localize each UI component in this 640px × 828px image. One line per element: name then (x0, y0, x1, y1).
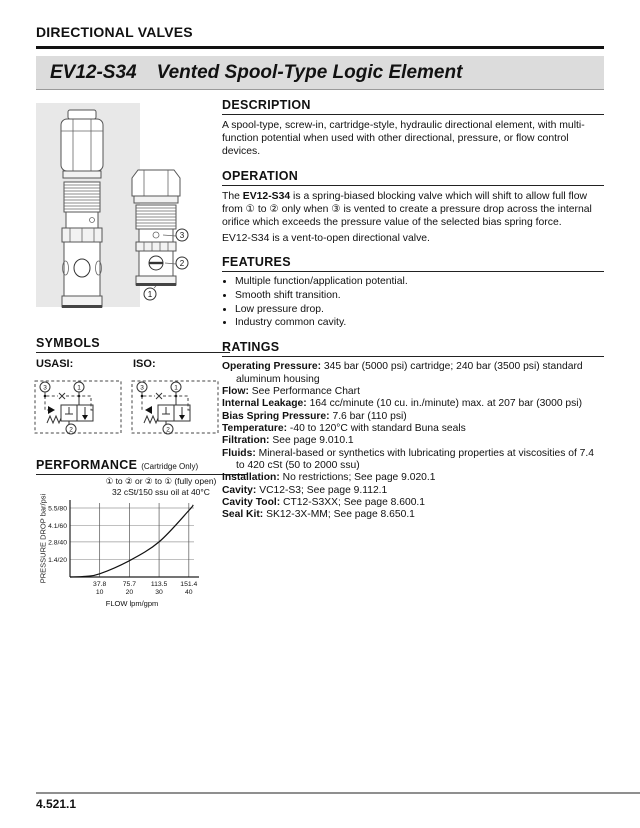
svg-text:30: 30 (155, 589, 163, 596)
rating-row: Installation: No restrictions; See page 9.020.1 (222, 472, 436, 484)
footer-rule (36, 792, 640, 794)
main-content-column (222, 98, 604, 522)
features-list (222, 276, 604, 330)
svg-text:3: 3 (140, 384, 144, 392)
svg-text:1: 1 (77, 384, 81, 392)
operation-paragraph-2: EV12-S34 is a vent-to-open directional valve. (222, 233, 430, 245)
valve-photo-illustration (36, 100, 212, 332)
rating-row: Seal Kit: SK12-3X-MM; See page 8.650.1 (222, 509, 415, 521)
svg-text:20: 20 (125, 589, 134, 596)
rating-row: Cavity: VC12-S3; See page 9.112.1 (222, 484, 388, 496)
performance-heading-note: (Cartridge Only) (141, 462, 199, 471)
rating-row: Bias Spring Pressure: 7.6 bar (110 psi) (222, 410, 407, 422)
svg-text:1: 1 (174, 384, 178, 392)
ratings-list (222, 361, 604, 521)
rating-row: Operating Pressure: 345 bar (5000 psi) cartridge; 240 bar (3500 psi) standard aluminum housing (222, 361, 583, 385)
usasi-label: USASI: (36, 358, 74, 370)
spring-icon (144, 416, 158, 423)
pilot-arrow-icon (48, 406, 55, 414)
performance-heading-text: PERFORMANCE (36, 458, 138, 472)
cartridge-valve-right (132, 170, 180, 286)
product-name: Vented Spool-Type Logic Element (156, 61, 463, 83)
title-banner (36, 56, 604, 90)
svg-text:75.7: 75.7 (122, 581, 137, 588)
model-number: EV12-S34 (50, 61, 137, 83)
svg-text:1.4/20: 1.4/20 (48, 556, 67, 564)
port-2-marker: 2 (179, 259, 185, 268)
svg-text:2: 2 (69, 426, 73, 434)
svg-text:3: 3 (43, 384, 47, 392)
rating-row: Internal Leakage: 164 cc/minute (10 cu. in./minute) max. at 207 bar (3000 psi) (222, 398, 583, 410)
svg-text:2.8/40: 2.8/40 (48, 539, 67, 547)
chart-subtitle: 32 cSt/150 ssu oil at 40°C (112, 486, 210, 497)
svg-text:40: 40 (185, 589, 193, 596)
symbols-heading: SYMBOLS (36, 336, 230, 353)
svg-text:151.4: 151.4 (180, 581, 198, 588)
rating-row: Temperature: -40 to 120°C with standard Buna seals (222, 422, 466, 434)
port-3-marker: 3 (179, 231, 185, 240)
svg-text:37.8: 37.8 (93, 581, 107, 588)
pilot-arrow-icon (145, 406, 152, 414)
feature-item: • Low pressure drop. (235, 304, 604, 317)
rating-row: Flow: See Performance Chart (222, 385, 360, 397)
rating-row: Fluids: Mineral-based or synthetics with lubricating properties at viscosities of 7.4 to 420 cSt (50 to 2000 ssu) (222, 447, 594, 471)
cartridge-valve-left (61, 110, 103, 308)
page-category-heading: DIRECTIONAL VALVES (36, 24, 193, 40)
features-heading: FEATURES (222, 255, 604, 272)
description-body: A spool-type, screw-in, cartridge-style, hydraulic directional element, with multi-function potential when used with other directional, pressure, or flow control devices. (222, 120, 585, 158)
rating-row: Filtration: See page 9.010.1 (222, 435, 354, 447)
svg-text:FLOW lpm/gpm: FLOW lpm/gpm (105, 599, 159, 608)
iso-schematic-symbol (130, 372, 222, 436)
svg-text:10: 10 (95, 589, 104, 596)
ratings-heading: RATINGS (222, 340, 604, 357)
rating-row: Cavity Tool: CT12-S3XX; See page 8.600.1 (222, 496, 426, 508)
iso-label: ISO: (133, 358, 156, 370)
svg-text:2: 2 (166, 426, 170, 434)
chart-y-axis-label: PRESSURE DROP bar/psi (38, 493, 48, 584)
operation-text: is a spring-biased blocking valve which will shift to allow full flow from ① to ② only when ③ is vented to create a pressure drop across the internal orifice which exceeds the pressure value of the selected bias spring force. (222, 190, 592, 229)
svg-text:4.1/60: 4.1/60 (48, 522, 67, 530)
header-rule (36, 46, 604, 49)
svg-text:113.5: 113.5 (150, 581, 168, 588)
operation-paragraph-1 (222, 190, 604, 230)
feature-item: • Industry common cavity. (235, 317, 604, 330)
operation-text: The (222, 190, 243, 202)
spring-icon (47, 416, 61, 423)
page-number: 4.521.1 (36, 797, 77, 811)
feature-item: • Multiple function/application potential. (235, 276, 604, 289)
description-heading: DESCRIPTION (222, 98, 604, 115)
operation-model-ref: EV12-S34 (242, 190, 291, 202)
svg-text:5.5/80: 5.5/80 (48, 505, 67, 513)
feature-item: • Smooth shift transition. (235, 290, 604, 303)
performance-heading (36, 458, 248, 475)
chart-title: ① to ② or ② to ① (fully open) (105, 476, 217, 486)
usasi-schematic-symbol (33, 372, 125, 436)
port-1-marker: 1 (147, 290, 153, 299)
operation-heading: OPERATION (222, 169, 604, 186)
